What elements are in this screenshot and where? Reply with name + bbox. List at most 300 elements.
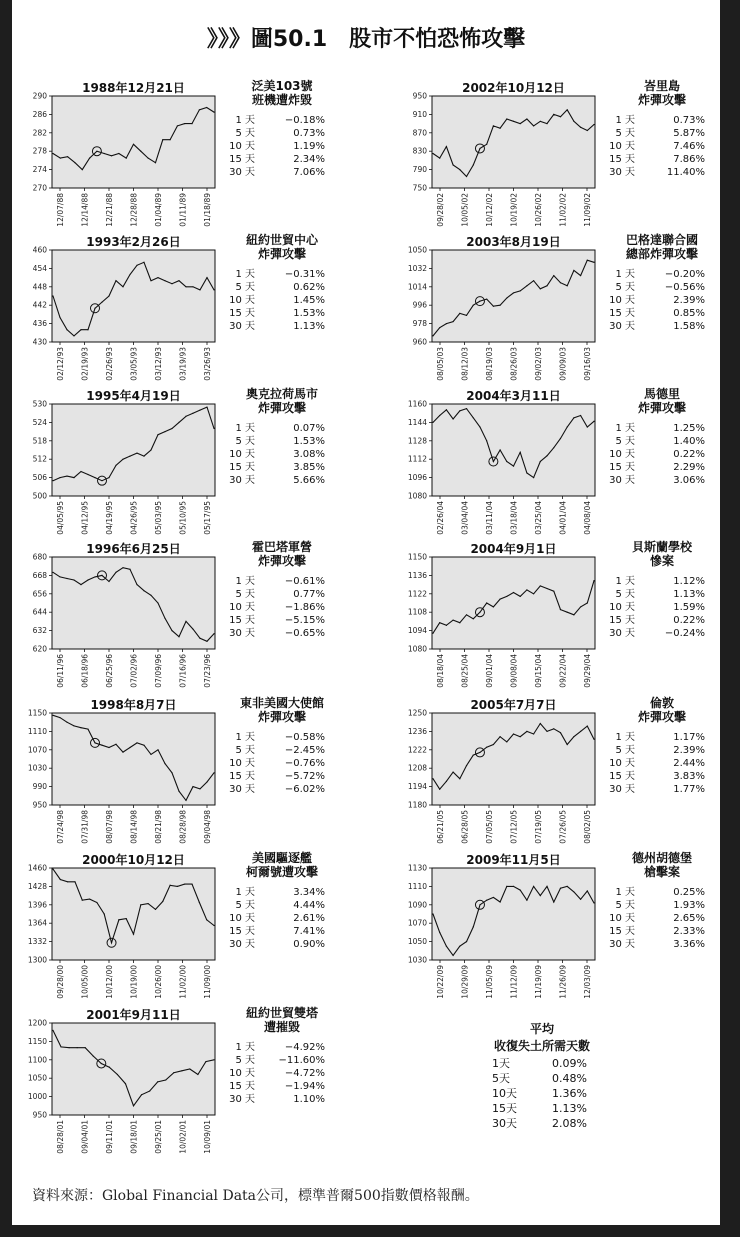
data-point bbox=[185, 800, 186, 801]
data-point bbox=[593, 421, 594, 422]
line-chart bbox=[22, 708, 225, 865]
line-chart bbox=[22, 552, 225, 709]
returns-row bbox=[605, 614, 705, 627]
data-point bbox=[192, 413, 193, 414]
event-name: 紐約世貿中心 bbox=[245, 233, 318, 247]
y-tick-label: 1014 bbox=[407, 282, 427, 292]
data-point bbox=[580, 415, 581, 416]
returns-value: −0.76% bbox=[284, 758, 325, 769]
data-point bbox=[466, 941, 467, 942]
x-tick-label: 08/07/98 bbox=[105, 810, 114, 844]
returns-period: 30 天 bbox=[229, 321, 255, 332]
returns-period: 5 天 bbox=[615, 900, 635, 911]
returns-period: 1 天 bbox=[615, 423, 635, 434]
returns-row bbox=[605, 757, 705, 770]
data-point bbox=[150, 280, 151, 281]
event-name: 紐約世貿雙塔 bbox=[245, 1006, 318, 1020]
data-point bbox=[573, 417, 574, 418]
average-period: 10天 bbox=[492, 1087, 517, 1100]
returns-row bbox=[605, 474, 705, 487]
returns-value: 0.77% bbox=[293, 589, 325, 600]
y-tick-label: 1090 bbox=[407, 900, 427, 910]
returns-period: 30 天 bbox=[229, 628, 255, 639]
data-point bbox=[150, 754, 151, 755]
x-tick-label: 03/18/04 bbox=[509, 501, 519, 535]
data-point bbox=[52, 480, 53, 481]
data-point bbox=[567, 886, 568, 887]
y-tick-label: 1428 bbox=[27, 881, 47, 891]
y-tick-label: 1300 bbox=[27, 955, 47, 965]
average-period: 1天 bbox=[492, 1057, 510, 1070]
chart-title: 2005年7月7日 bbox=[470, 698, 557, 712]
event-name: 泛美103號 bbox=[251, 79, 313, 93]
line-chart bbox=[402, 399, 605, 556]
x-tick-label: 04/19/95 bbox=[105, 501, 114, 535]
data-point bbox=[593, 124, 594, 125]
returns-period: 30 天 bbox=[609, 321, 635, 332]
data-point bbox=[94, 576, 95, 577]
y-tick-label: 950 bbox=[32, 1110, 47, 1120]
data-point bbox=[459, 778, 460, 779]
data-point bbox=[150, 595, 151, 596]
x-tick-label: 05/10/95 bbox=[178, 501, 188, 535]
returns-row bbox=[225, 627, 325, 640]
returns-value: −0.56% bbox=[664, 282, 705, 293]
data-point bbox=[473, 417, 474, 418]
returns-row bbox=[605, 744, 705, 757]
data-point bbox=[526, 900, 527, 901]
data-point bbox=[206, 406, 207, 407]
data-point bbox=[104, 153, 105, 154]
data-point bbox=[60, 158, 61, 159]
returns-row bbox=[225, 925, 325, 938]
data-point bbox=[533, 733, 534, 734]
returns-row bbox=[605, 294, 705, 307]
event-name: 德州胡德堡 bbox=[631, 851, 692, 865]
returns-row bbox=[605, 461, 705, 474]
y-tick-label: 442 bbox=[32, 300, 47, 310]
data-point bbox=[459, 410, 460, 411]
returns-row bbox=[225, 1093, 325, 1106]
data-point bbox=[74, 881, 75, 882]
y-tick-label: 1094 bbox=[407, 626, 427, 636]
data-point bbox=[567, 744, 568, 745]
returns-value: 0.62% bbox=[293, 282, 325, 293]
returns-value: −4.72% bbox=[284, 1068, 325, 1079]
data-point bbox=[122, 752, 123, 753]
x-tick-label: 09/04/01 bbox=[80, 1120, 90, 1154]
chart-title: 1988年12月21日 bbox=[82, 81, 185, 95]
returns-period: 30 天 bbox=[229, 939, 255, 950]
data-point bbox=[533, 125, 534, 126]
data-point bbox=[205, 1061, 206, 1062]
data-point bbox=[499, 736, 500, 737]
returns-value: 1.19% bbox=[293, 141, 325, 152]
x-tick-label: 08/19/03 bbox=[485, 347, 494, 381]
data-point bbox=[506, 297, 507, 298]
event-name: 遭摧毀 bbox=[263, 1020, 300, 1034]
data-point bbox=[453, 619, 454, 620]
returns-period: 1 天 bbox=[615, 732, 635, 743]
y-tick-label: 668 bbox=[32, 570, 47, 580]
y-tick-label: 1250 bbox=[407, 708, 427, 718]
y-tick-label: 1460 bbox=[27, 863, 47, 873]
plot-area bbox=[432, 250, 595, 342]
data-point bbox=[473, 618, 474, 619]
returns-period: 5 天 bbox=[235, 900, 255, 911]
line-chart bbox=[402, 552, 605, 709]
returns-value: 2.39% bbox=[673, 745, 705, 756]
data-point bbox=[213, 112, 214, 113]
returns-table bbox=[225, 268, 325, 333]
returns-value: 3.83% bbox=[673, 771, 705, 782]
data-point bbox=[206, 781, 207, 782]
returns-value: −0.24% bbox=[664, 628, 705, 639]
chart-title: 2000年10月12日 bbox=[82, 853, 185, 867]
returns-value: −2.45% bbox=[284, 745, 325, 756]
data-point bbox=[587, 426, 588, 427]
returns-period: 1 天 bbox=[235, 423, 255, 434]
y-tick-label: 632 bbox=[32, 626, 47, 636]
returns-row bbox=[225, 294, 325, 307]
returns-table bbox=[225, 422, 325, 487]
x-tick-label: 03/26/93 bbox=[203, 347, 212, 381]
data-point bbox=[446, 146, 447, 147]
data-point bbox=[580, 731, 581, 732]
returns-row bbox=[605, 422, 705, 435]
data-point bbox=[115, 572, 116, 573]
y-tick-label: 460 bbox=[32, 245, 47, 255]
data-point bbox=[192, 786, 193, 787]
returns-row bbox=[225, 127, 325, 140]
y-tick-label: 1150 bbox=[27, 1036, 47, 1046]
returns-value: 1.53% bbox=[293, 436, 325, 447]
y-tick-label: 1080 bbox=[407, 491, 427, 501]
data-point bbox=[446, 409, 447, 410]
x-tick-label: 08/26/03 bbox=[509, 347, 519, 381]
data-point bbox=[526, 118, 527, 119]
returns-row bbox=[225, 461, 325, 474]
chart-title: 2004年9月1日 bbox=[470, 542, 557, 556]
data-point bbox=[59, 317, 60, 318]
data-point bbox=[546, 731, 547, 732]
data-point bbox=[499, 128, 500, 129]
line-chart bbox=[402, 91, 605, 248]
returns-period: 15 天 bbox=[229, 462, 255, 473]
y-tick-label: 1000 bbox=[27, 1092, 47, 1102]
data-point bbox=[157, 434, 158, 435]
plot-area bbox=[52, 96, 215, 188]
average-row bbox=[452, 1116, 632, 1131]
x-tick-label: 10/12/02 bbox=[485, 193, 494, 227]
x-tick-label: 02/19/93 bbox=[80, 347, 90, 381]
chart-title: 1995年4月19日 bbox=[86, 389, 181, 403]
returns-row bbox=[225, 474, 325, 487]
data-point bbox=[129, 747, 130, 748]
source-note: 資料來源：Global Financial Data公司，標準普爾500指數價格報酬。 bbox=[32, 1188, 479, 1204]
x-tick-label: 11/09/02 bbox=[583, 193, 592, 227]
data-point bbox=[493, 306, 494, 307]
data-point bbox=[143, 262, 144, 263]
returns-period: 10 天 bbox=[609, 449, 635, 460]
returns-row bbox=[225, 1080, 325, 1093]
data-point bbox=[184, 884, 185, 885]
x-tick-label: 10/22/09 bbox=[436, 965, 445, 999]
data-point bbox=[206, 919, 207, 920]
returns-period: 30 天 bbox=[609, 628, 635, 639]
y-tick-label: 990 bbox=[32, 782, 47, 792]
data-point bbox=[66, 722, 67, 723]
y-tick-label: 1160 bbox=[407, 399, 427, 409]
returns-period: 1 天 bbox=[235, 576, 255, 587]
returns-table bbox=[605, 731, 705, 796]
data-point bbox=[499, 598, 500, 599]
data-point bbox=[560, 888, 561, 889]
data-point bbox=[587, 602, 588, 603]
data-point bbox=[69, 1047, 70, 1048]
x-tick-label: 09/11/01 bbox=[105, 1120, 114, 1154]
data-point bbox=[520, 596, 521, 597]
returns-row bbox=[225, 912, 325, 925]
returns-row bbox=[605, 783, 705, 796]
data-point bbox=[150, 449, 151, 450]
event-name: 貝斯蘭學校 bbox=[631, 540, 692, 554]
data-point bbox=[513, 466, 514, 467]
data-point bbox=[191, 123, 192, 124]
returns-value: −0.31% bbox=[284, 269, 325, 280]
data-point bbox=[184, 123, 185, 124]
x-tick-label: 06/11/96 bbox=[56, 654, 65, 688]
returns-row bbox=[225, 588, 325, 601]
data-point bbox=[94, 477, 95, 478]
data-point bbox=[540, 585, 541, 586]
data-point bbox=[213, 772, 214, 773]
data-point bbox=[87, 329, 88, 330]
data-point bbox=[533, 280, 534, 281]
data-point bbox=[181, 1070, 182, 1071]
x-tick-label: 09/04/98 bbox=[203, 810, 212, 844]
x-tick-label: 01/04/89 bbox=[154, 193, 163, 227]
returns-value: −6.02% bbox=[284, 784, 325, 795]
returns-period: 15 天 bbox=[609, 771, 635, 782]
y-tick-label: 430 bbox=[32, 337, 47, 347]
average-row bbox=[452, 1101, 632, 1116]
data-point bbox=[560, 116, 561, 117]
x-tick-label: 12/28/88 bbox=[129, 193, 139, 227]
returns-period: 30 天 bbox=[229, 167, 255, 178]
data-point bbox=[459, 622, 460, 623]
data-point bbox=[140, 904, 141, 905]
returns-value: −5.15% bbox=[284, 615, 325, 626]
returns-row bbox=[225, 268, 325, 281]
data-point bbox=[593, 580, 594, 581]
data-point bbox=[59, 717, 60, 718]
data-point bbox=[466, 614, 467, 615]
returns-period: 1 天 bbox=[235, 115, 255, 126]
x-tick-label: 11/09/00 bbox=[203, 965, 212, 999]
returns-value: 2.39% bbox=[673, 295, 705, 306]
event-name: 霍巴塔軍營 bbox=[251, 540, 312, 554]
returns-period: 5 天 bbox=[615, 436, 635, 447]
x-tick-label: 10/19/00 bbox=[129, 965, 139, 999]
data-point bbox=[133, 1105, 134, 1106]
returns-row bbox=[225, 938, 325, 951]
x-tick-label: 12/07/88 bbox=[56, 193, 65, 227]
data-point bbox=[580, 899, 581, 900]
data-point bbox=[486, 747, 487, 748]
data-point bbox=[85, 1047, 86, 1048]
returns-period: 30 天 bbox=[609, 939, 635, 950]
data-point bbox=[73, 335, 74, 336]
returns-value: −11.60% bbox=[278, 1055, 325, 1066]
data-point bbox=[567, 109, 568, 110]
data-point bbox=[162, 139, 163, 140]
returns-period: 30 天 bbox=[229, 475, 255, 486]
data-point bbox=[185, 621, 186, 622]
data-point bbox=[573, 891, 574, 892]
data-point bbox=[432, 335, 433, 336]
data-point bbox=[466, 408, 467, 409]
y-tick-label: 1236 bbox=[407, 726, 427, 736]
returns-value: 1.17% bbox=[673, 732, 705, 743]
y-tick-label: 996 bbox=[412, 300, 427, 310]
chart-title: 2001年9月11日 bbox=[86, 1008, 181, 1022]
data-point bbox=[439, 622, 440, 623]
returns-period: 5 天 bbox=[615, 589, 635, 600]
data-point bbox=[118, 919, 119, 920]
y-tick-label: 500 bbox=[32, 491, 47, 501]
data-point bbox=[122, 567, 123, 568]
event-name: 倫敦 bbox=[649, 696, 674, 710]
data-point bbox=[149, 1090, 150, 1091]
x-tick-label: 03/05/93 bbox=[129, 347, 139, 381]
data-point bbox=[513, 292, 514, 293]
data-point bbox=[82, 169, 83, 170]
data-point bbox=[80, 584, 81, 585]
chart-title: 2004年3月11日 bbox=[466, 389, 561, 403]
returns-value: −4.92% bbox=[284, 1042, 325, 1053]
x-tick-label: 09/02/03 bbox=[534, 347, 543, 381]
returns-value: 0.85% bbox=[673, 308, 705, 319]
returns-value: 3.36% bbox=[673, 939, 705, 950]
plot-area bbox=[432, 557, 595, 649]
data-point bbox=[432, 422, 433, 423]
data-point bbox=[479, 612, 480, 613]
returns-value: −5.72% bbox=[284, 771, 325, 782]
data-point bbox=[108, 477, 109, 478]
data-point bbox=[553, 901, 554, 902]
data-point bbox=[506, 461, 507, 462]
y-tick-label: 1096 bbox=[407, 473, 427, 483]
x-tick-label: 05/03/95 bbox=[154, 501, 163, 535]
x-tick-label: 10/26/00 bbox=[154, 965, 163, 999]
returns-row bbox=[225, 140, 325, 153]
data-point bbox=[66, 475, 67, 476]
data-point bbox=[573, 614, 574, 615]
returns-period: 1 天 bbox=[235, 1042, 255, 1053]
y-tick-label: 1200 bbox=[27, 1018, 47, 1028]
y-tick-label: 274 bbox=[32, 165, 47, 175]
returns-row bbox=[225, 886, 325, 899]
data-point bbox=[479, 904, 480, 905]
average-title: 平均 bbox=[529, 1022, 554, 1036]
data-point bbox=[143, 456, 144, 457]
x-tick-label: 07/12/05 bbox=[509, 810, 519, 844]
data-point bbox=[453, 164, 454, 165]
x-tick-label: 08/18/04 bbox=[436, 654, 445, 688]
data-point bbox=[493, 744, 494, 745]
data-point bbox=[141, 1094, 142, 1095]
data-point bbox=[189, 1068, 190, 1069]
x-tick-label: 11/02/00 bbox=[178, 965, 188, 999]
data-point bbox=[553, 728, 554, 729]
chart-title: 2009年11月5日 bbox=[466, 853, 561, 867]
data-point bbox=[192, 286, 193, 287]
event-name: 炸彈攻擊 bbox=[637, 401, 686, 415]
y-tick-label: 1100 bbox=[27, 1055, 47, 1065]
x-tick-label: 03/04/04 bbox=[460, 501, 470, 535]
data-point bbox=[122, 459, 123, 460]
returns-value: 3.34% bbox=[293, 887, 325, 898]
data-point bbox=[82, 900, 83, 901]
returns-period: 5 天 bbox=[235, 1055, 255, 1066]
returns-row bbox=[225, 114, 325, 127]
data-point bbox=[111, 155, 112, 156]
y-tick-label: 1150 bbox=[27, 708, 47, 718]
data-point bbox=[108, 747, 109, 748]
returns-row bbox=[605, 601, 705, 614]
data-point bbox=[157, 749, 158, 750]
data-point bbox=[143, 745, 144, 746]
y-tick-label: 1396 bbox=[27, 900, 47, 910]
data-point bbox=[115, 744, 116, 745]
data-point bbox=[446, 781, 447, 782]
returns-value: −1.86% bbox=[284, 602, 325, 613]
average-value: 0.48% bbox=[552, 1072, 587, 1085]
line-chart bbox=[22, 399, 225, 556]
y-tick-label: 620 bbox=[32, 644, 47, 654]
returns-row bbox=[605, 925, 705, 938]
data-point bbox=[164, 763, 165, 764]
data-point bbox=[439, 932, 440, 933]
data-point bbox=[506, 886, 507, 887]
data-point bbox=[526, 731, 527, 732]
returns-period: 15 天 bbox=[229, 771, 255, 782]
y-tick-label: 278 bbox=[32, 146, 47, 156]
x-tick-label: 11/02/02 bbox=[558, 193, 568, 227]
data-point bbox=[101, 745, 102, 746]
returns-period: 10 天 bbox=[229, 913, 255, 924]
x-tick-label: 09/15/04 bbox=[534, 654, 543, 688]
x-tick-label: 12/03/09 bbox=[583, 965, 592, 999]
data-point bbox=[499, 901, 500, 902]
returns-period: 10 天 bbox=[229, 295, 255, 306]
data-point bbox=[118, 153, 119, 154]
data-point bbox=[115, 280, 116, 281]
data-point bbox=[162, 901, 163, 902]
returns-period: 5 天 bbox=[235, 436, 255, 447]
data-point bbox=[191, 884, 192, 885]
returns-row bbox=[605, 281, 705, 294]
x-tick-label: 11/12/09 bbox=[509, 965, 519, 999]
data-point bbox=[143, 590, 144, 591]
data-point bbox=[87, 729, 88, 730]
event-name: 炸彈攻擊 bbox=[257, 247, 306, 261]
data-point bbox=[67, 156, 68, 157]
returns-row bbox=[225, 1067, 325, 1080]
x-tick-label: 08/28/01 bbox=[56, 1120, 65, 1154]
returns-row bbox=[605, 588, 705, 601]
